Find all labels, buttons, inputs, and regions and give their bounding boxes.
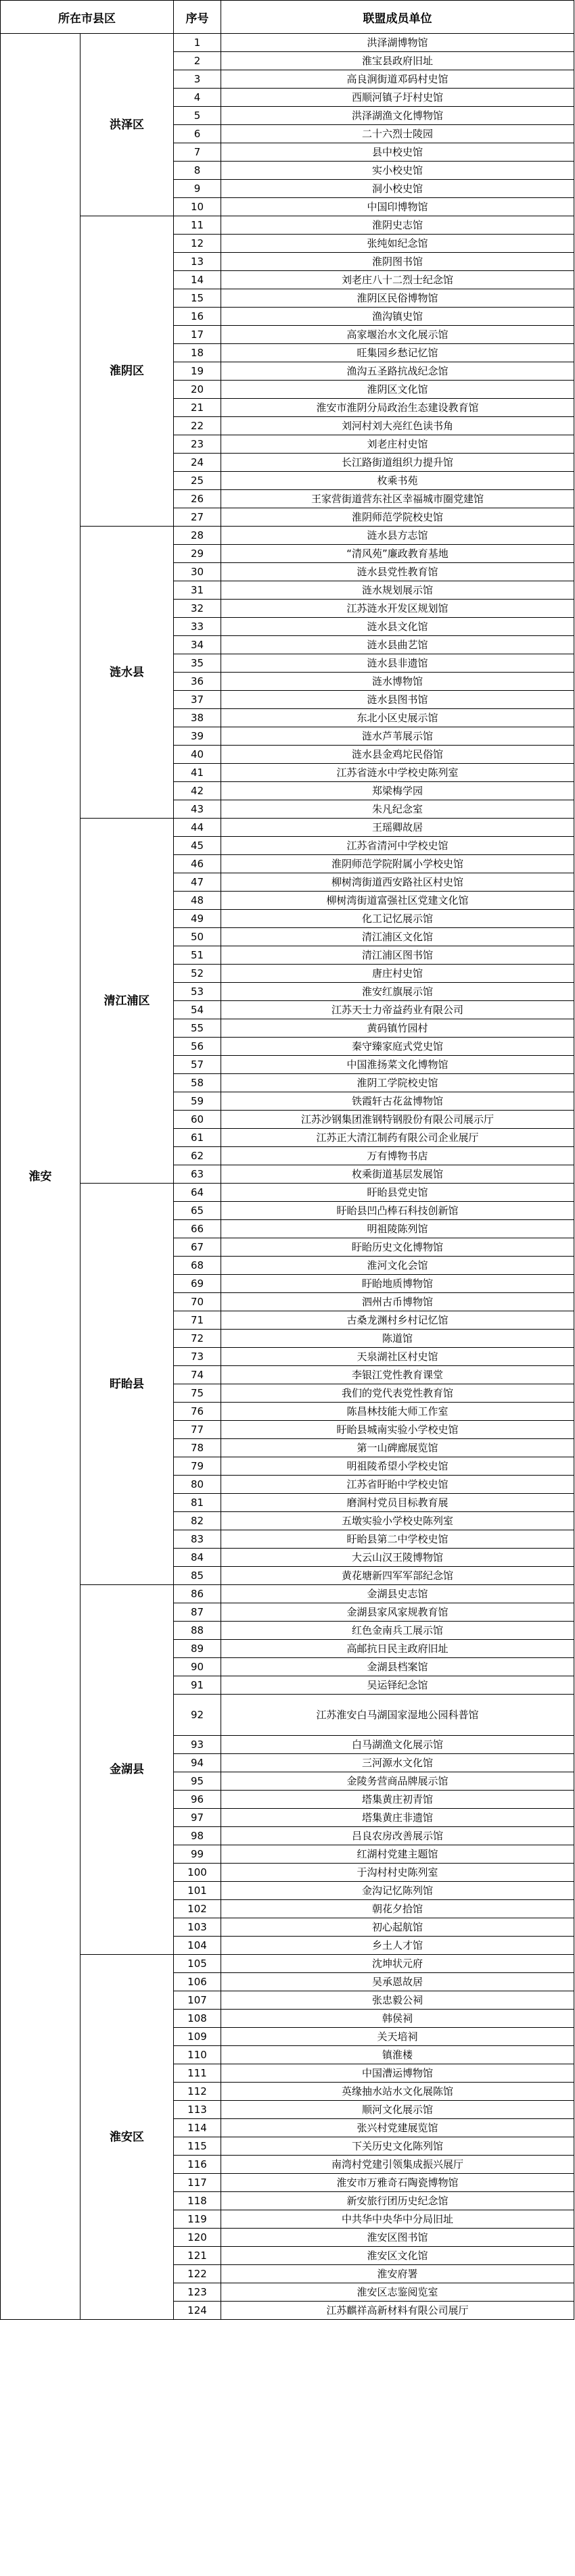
unit-cell: 盱眙县城南实验小学校史馆 [221, 1421, 574, 1439]
district-cell: 盱眙县 [80, 1184, 174, 1585]
seq-cell: 106 [174, 1973, 221, 1991]
seq-cell: 64 [174, 1184, 221, 1202]
seq-cell: 20 [174, 381, 221, 399]
seq-cell: 66 [174, 1220, 221, 1238]
seq-cell: 54 [174, 1001, 221, 1019]
unit-cell: 于沟村村史陈列室 [221, 1864, 574, 1882]
seq-cell: 27 [174, 508, 221, 527]
seq-cell: 116 [174, 2156, 221, 2174]
unit-cell: 铁霞轩古花盆博物馆 [221, 1092, 574, 1111]
seq-cell: 123 [174, 2283, 221, 2302]
seq-cell: 46 [174, 855, 221, 873]
unit-cell: 中国印博物馆 [221, 198, 574, 216]
seq-cell: 6 [174, 125, 221, 143]
table-row [1, 216, 574, 235]
seq-cell: 65 [174, 1202, 221, 1220]
unit-cell: 淮安区图书馆 [221, 2229, 574, 2247]
unit-cell: 淮阴师范学院附属小学校史馆 [221, 855, 574, 873]
unit-cell: 金湖县档案馆 [221, 1658, 574, 1676]
seq-cell: 92 [174, 1695, 221, 1736]
seq-cell: 7 [174, 143, 221, 162]
unit-cell: “清风苑”廉政教育基地 [221, 545, 574, 563]
header-city: 所在市县区 [1, 1, 174, 34]
unit-cell: 南湾村党建引领集成振兴展厅 [221, 2156, 574, 2174]
seq-cell: 14 [174, 271, 221, 289]
unit-cell: 陈昌林技能大师工作室 [221, 1403, 574, 1421]
unit-cell: 淮安区志鉴阅览室 [221, 2283, 574, 2302]
seq-cell: 40 [174, 746, 221, 764]
seq-cell: 31 [174, 581, 221, 600]
seq-cell: 63 [174, 1165, 221, 1184]
seq-cell: 47 [174, 873, 221, 892]
unit-cell: 王家营街道营东社区幸福城市圈党建馆 [221, 490, 574, 508]
seq-cell: 19 [174, 362, 221, 381]
seq-cell: 45 [174, 837, 221, 855]
unit-cell: 初心起航馆 [221, 1918, 574, 1937]
unit-cell: 柳树湾街道富强社区党建文化馆 [221, 892, 574, 910]
seq-cell: 96 [174, 1791, 221, 1809]
seq-cell: 87 [174, 1603, 221, 1622]
unit-cell: 金沟记忆陈列馆 [221, 1882, 574, 1900]
unit-cell: 东北小区史展示馆 [221, 709, 574, 727]
unit-cell: 塔集黄庄非遗馆 [221, 1809, 574, 1827]
district-cell: 洪泽区 [80, 34, 174, 216]
seq-cell: 24 [174, 454, 221, 472]
seq-cell: 77 [174, 1421, 221, 1439]
seq-cell: 84 [174, 1549, 221, 1567]
table-row [1, 527, 574, 545]
unit-cell: 盱眙县凹凸棒石科技创新馆 [221, 1202, 574, 1220]
unit-cell: 王瑶卿故居 [221, 819, 574, 837]
seq-cell: 93 [174, 1736, 221, 1754]
seq-cell: 43 [174, 800, 221, 819]
seq-cell: 60 [174, 1111, 221, 1129]
unit-cell: 清江浦区图书馆 [221, 946, 574, 965]
unit-cell: 淮阴师范学院校史馆 [221, 508, 574, 527]
seq-cell: 69 [174, 1275, 221, 1293]
unit-cell: 金陵务营商品牌展示馆 [221, 1772, 574, 1791]
unit-cell: 黄花塘新四军军部纪念馆 [221, 1567, 574, 1585]
seq-cell: 79 [174, 1457, 221, 1476]
seq-cell: 61 [174, 1129, 221, 1147]
unit-cell: 渔沟五圣路抗战纪念馆 [221, 362, 574, 381]
seq-cell: 103 [174, 1918, 221, 1937]
unit-cell: 张忠毅公祠 [221, 1991, 574, 2010]
district-cell: 清江浦区 [80, 819, 174, 1184]
seq-cell: 122 [174, 2265, 221, 2283]
seq-cell: 85 [174, 1567, 221, 1585]
unit-cell: 关天培祠 [221, 2028, 574, 2046]
seq-cell: 102 [174, 1900, 221, 1918]
unit-cell: 朱凡纪念室 [221, 800, 574, 819]
unit-cell: 第一山碑廊展览馆 [221, 1439, 574, 1457]
seq-cell: 100 [174, 1864, 221, 1882]
seq-cell: 2 [174, 52, 221, 70]
seq-cell: 49 [174, 910, 221, 928]
seq-cell: 97 [174, 1809, 221, 1827]
seq-cell: 88 [174, 1622, 221, 1640]
seq-cell: 74 [174, 1366, 221, 1384]
seq-cell: 110 [174, 2046, 221, 2064]
unit-cell: 涟水县方志馆 [221, 527, 574, 545]
unit-cell: 涟水博物馆 [221, 673, 574, 691]
seq-cell: 8 [174, 162, 221, 180]
seq-cell: 32 [174, 600, 221, 618]
unit-cell: 朝花夕拾馆 [221, 1900, 574, 1918]
seq-cell: 34 [174, 636, 221, 654]
unit-cell: 清江浦区文化馆 [221, 928, 574, 946]
unit-cell: 韩侯祠 [221, 2010, 574, 2028]
unit-cell: 盱眙县党史馆 [221, 1184, 574, 1202]
unit-cell: 淮安府署 [221, 2265, 574, 2283]
seq-cell: 17 [174, 326, 221, 344]
unit-cell: 高邮抗日民主政府旧址 [221, 1640, 574, 1658]
unit-cell: 二十六烈士陵园 [221, 125, 574, 143]
unit-cell: 江苏淮安白马湖国家湿地公园科普馆 [221, 1695, 574, 1736]
unit-cell: 淮阴图书馆 [221, 253, 574, 271]
unit-cell: 涟水芦苇展示馆 [221, 727, 574, 746]
seq-cell: 70 [174, 1293, 221, 1311]
seq-cell: 75 [174, 1384, 221, 1403]
header-row [1, 1, 574, 34]
seq-cell: 82 [174, 1512, 221, 1530]
seq-cell: 38 [174, 709, 221, 727]
unit-cell: 江苏天士力帝益药业有限公司 [221, 1001, 574, 1019]
unit-cell: 下关历史文化陈列馆 [221, 2137, 574, 2156]
seq-cell: 81 [174, 1494, 221, 1512]
seq-cell: 119 [174, 2210, 221, 2229]
seq-cell: 62 [174, 1147, 221, 1165]
seq-cell: 107 [174, 1991, 221, 2010]
seq-cell: 80 [174, 1476, 221, 1494]
unit-cell: 万有博物书店 [221, 1147, 574, 1165]
unit-cell: 涟水县图书馆 [221, 691, 574, 709]
seq-cell: 25 [174, 472, 221, 490]
unit-cell: 洞小校史馆 [221, 180, 574, 198]
city-cell: 淮安 [1, 34, 80, 2320]
seq-cell: 5 [174, 107, 221, 125]
unit-cell: 红湖村党建主题馆 [221, 1845, 574, 1864]
seq-cell: 113 [174, 2101, 221, 2119]
unit-cell: 江苏省清河中学校史馆 [221, 837, 574, 855]
unit-cell: 磨涧村党员目标教育展 [221, 1494, 574, 1512]
unit-cell: 郑梁梅学园 [221, 782, 574, 800]
unit-cell: 洪泽湖博物馆 [221, 34, 574, 52]
table-row [1, 819, 574, 837]
unit-cell: 刘老庄村史馆 [221, 435, 574, 454]
unit-cell: 吴运铎纪念馆 [221, 1676, 574, 1695]
unit-cell: 我们的党代表党性教育馆 [221, 1384, 574, 1403]
unit-cell: 西顺河镇子圩村史馆 [221, 89, 574, 107]
seq-cell: 50 [174, 928, 221, 946]
unit-cell: 白马湖渔文化展示馆 [221, 1736, 574, 1754]
seq-cell: 59 [174, 1092, 221, 1111]
unit-cell: 涟水县曲艺馆 [221, 636, 574, 654]
seq-cell: 83 [174, 1530, 221, 1549]
unit-cell: 江苏省涟水中学校史陈列室 [221, 764, 574, 782]
seq-cell: 104 [174, 1937, 221, 1955]
unit-cell: 渔沟镇史馆 [221, 308, 574, 326]
seq-cell: 108 [174, 2010, 221, 2028]
unit-cell: 涟水县非遗馆 [221, 654, 574, 673]
unit-cell: 塔集黄庄初青馆 [221, 1791, 574, 1809]
unit-cell: 江苏麒祥高新材料有限公司展厅 [221, 2302, 574, 2320]
unit-cell: 淮安市淮阴分局政治生态建设教育馆 [221, 399, 574, 417]
unit-cell: 江苏正大清江制药有限公司企业展厅 [221, 1129, 574, 1147]
unit-cell: 柳树湾街道西安路社区村史馆 [221, 873, 574, 892]
unit-cell: 洪泽湖渔文化博物馆 [221, 107, 574, 125]
seq-cell: 115 [174, 2137, 221, 2156]
seq-cell: 109 [174, 2028, 221, 2046]
unit-cell: 明祖陵陈列馆 [221, 1220, 574, 1238]
seq-cell: 30 [174, 563, 221, 581]
seq-cell: 124 [174, 2302, 221, 2320]
unit-cell: 黄码镇竹园村 [221, 1019, 574, 1038]
seq-cell: 91 [174, 1676, 221, 1695]
unit-cell: 三河源水文化馆 [221, 1754, 574, 1772]
unit-cell: 江苏涟水开发区规划馆 [221, 600, 574, 618]
header-unit: 联盟成员单位 [221, 1, 574, 34]
unit-cell: 淮阴史志馆 [221, 216, 574, 235]
unit-cell: 张兴村党建展览馆 [221, 2119, 574, 2137]
seq-cell: 56 [174, 1038, 221, 1056]
unit-cell: 陈道馆 [221, 1330, 574, 1348]
unit-cell: 江苏省盱眙中学校史馆 [221, 1476, 574, 1494]
unit-cell: 化工记忆展示馆 [221, 910, 574, 928]
unit-cell: 中国淮扬菜文化博物馆 [221, 1056, 574, 1074]
seq-cell: 55 [174, 1019, 221, 1038]
unit-cell: 盱眙县第二中学校史馆 [221, 1530, 574, 1549]
table-row [1, 1184, 574, 1202]
seq-cell: 117 [174, 2174, 221, 2192]
unit-cell: 金湖县家风家规教育馆 [221, 1603, 574, 1622]
unit-cell: 天泉湖社区村史馆 [221, 1348, 574, 1366]
seq-cell: 18 [174, 344, 221, 362]
seq-cell: 68 [174, 1257, 221, 1275]
seq-cell: 53 [174, 983, 221, 1001]
unit-cell: 古桑龙渊村乡村记忆馆 [221, 1311, 574, 1330]
unit-cell: 实小校史馆 [221, 162, 574, 180]
header-seq: 序号 [174, 1, 221, 34]
seq-cell: 51 [174, 946, 221, 965]
seq-cell: 57 [174, 1056, 221, 1074]
unit-cell: 大云山汉王陵博物馆 [221, 1549, 574, 1567]
unit-cell: 淮宝县政府旧址 [221, 52, 574, 70]
unit-cell: 五墩实验小学校史陈列室 [221, 1512, 574, 1530]
seq-cell: 72 [174, 1330, 221, 1348]
unit-cell: 新安旅行团历史纪念馆 [221, 2192, 574, 2210]
district-cell: 淮安区 [80, 1955, 174, 2320]
seq-cell: 29 [174, 545, 221, 563]
unit-cell: 枚乘书苑 [221, 472, 574, 490]
unit-cell: 吕良农房改善展示馆 [221, 1827, 574, 1845]
unit-cell: 淮阴区民俗博物馆 [221, 289, 574, 308]
seq-cell: 112 [174, 2083, 221, 2101]
seq-cell: 1 [174, 34, 221, 52]
unit-cell: 中国漕运博物馆 [221, 2064, 574, 2083]
unit-cell: 明祖陵希望小学校史馆 [221, 1457, 574, 1476]
unit-cell: 涟水县金鸡坨民俗馆 [221, 746, 574, 764]
unit-cell: 涟水县文化馆 [221, 618, 574, 636]
unit-cell: 枚乘街道基层发展馆 [221, 1165, 574, 1184]
seq-cell: 35 [174, 654, 221, 673]
seq-cell: 99 [174, 1845, 221, 1864]
seq-cell: 11 [174, 216, 221, 235]
seq-cell: 22 [174, 417, 221, 435]
unit-cell: 李银江党性教育课堂 [221, 1366, 574, 1384]
seq-cell: 48 [174, 892, 221, 910]
seq-cell: 98 [174, 1827, 221, 1845]
unit-cell: 淮安区文化馆 [221, 2247, 574, 2265]
seq-cell: 23 [174, 435, 221, 454]
unit-cell: 淮安红旗展示馆 [221, 983, 574, 1001]
seq-cell: 94 [174, 1754, 221, 1772]
unit-cell: 张纯如纪念馆 [221, 235, 574, 253]
seq-cell: 71 [174, 1311, 221, 1330]
unit-cell: 吴承恩故居 [221, 1973, 574, 1991]
seq-cell: 67 [174, 1238, 221, 1257]
district-cell: 金湖县 [80, 1585, 174, 1955]
seq-cell: 15 [174, 289, 221, 308]
unit-cell: 英缘抽水站水文化展陈馆 [221, 2083, 574, 2101]
unit-cell: 涟水县党性教育馆 [221, 563, 574, 581]
seq-cell: 9 [174, 180, 221, 198]
unit-cell: 中共华中央华中分局旧址 [221, 2210, 574, 2229]
seq-cell: 12 [174, 235, 221, 253]
unit-cell: 盱眙历史文化博物馆 [221, 1238, 574, 1257]
seq-cell: 73 [174, 1348, 221, 1366]
unit-cell: 沈坤状元府 [221, 1955, 574, 1973]
seq-cell: 90 [174, 1658, 221, 1676]
unit-cell: 高家堰治水文化展示馆 [221, 326, 574, 344]
seq-cell: 76 [174, 1403, 221, 1421]
unit-cell: 顺河文化展示馆 [221, 2101, 574, 2119]
seq-cell: 44 [174, 819, 221, 837]
seq-cell: 41 [174, 764, 221, 782]
seq-cell: 26 [174, 490, 221, 508]
unit-cell: 泗州古币博物馆 [221, 1293, 574, 1311]
seq-cell: 16 [174, 308, 221, 326]
table-row [1, 34, 574, 52]
unit-cell: 镇淮楼 [221, 2046, 574, 2064]
seq-cell: 4 [174, 89, 221, 107]
seq-cell: 120 [174, 2229, 221, 2247]
unit-cell: 江苏沙钢集团淮钢特钢股份有限公司展示厅 [221, 1111, 574, 1129]
seq-cell: 111 [174, 2064, 221, 2083]
seq-cell: 42 [174, 782, 221, 800]
unit-cell: 乡土人才馆 [221, 1937, 574, 1955]
unit-cell: 旺集园乡愁记忆馆 [221, 344, 574, 362]
seq-cell: 13 [174, 253, 221, 271]
unit-cell: 县中校史馆 [221, 143, 574, 162]
seq-cell: 118 [174, 2192, 221, 2210]
seq-cell: 114 [174, 2119, 221, 2137]
seq-cell: 52 [174, 965, 221, 983]
seq-cell: 37 [174, 691, 221, 709]
seq-cell: 101 [174, 1882, 221, 1900]
seq-cell: 21 [174, 399, 221, 417]
unit-cell: 淮河文化会馆 [221, 1257, 574, 1275]
unit-cell: 高良涧街道邓码村史馆 [221, 70, 574, 89]
unit-cell: 淮阴区文化馆 [221, 381, 574, 399]
table-row [1, 1955, 574, 1973]
unit-cell: 淮安市万雅奇石陶瓷博物馆 [221, 2174, 574, 2192]
table-row [1, 1585, 574, 1603]
unit-cell: 涟水规划展示馆 [221, 581, 574, 600]
unit-cell: 刘老庄八十二烈士纪念馆 [221, 271, 574, 289]
seq-cell: 78 [174, 1439, 221, 1457]
seq-cell: 3 [174, 70, 221, 89]
district-cell: 淮阴区 [80, 216, 174, 527]
seq-cell: 33 [174, 618, 221, 636]
unit-cell: 长江路街道组织力提升馆 [221, 454, 574, 472]
seq-cell: 121 [174, 2247, 221, 2265]
unit-cell: 金湖县史志馆 [221, 1585, 574, 1603]
seq-cell: 28 [174, 527, 221, 545]
unit-cell: 唐庄村史馆 [221, 965, 574, 983]
seq-cell: 89 [174, 1640, 221, 1658]
seq-cell: 105 [174, 1955, 221, 1973]
unit-cell: 淮阴工学院校史馆 [221, 1074, 574, 1092]
seq-cell: 36 [174, 673, 221, 691]
district-cell: 涟水县 [80, 527, 174, 819]
unit-cell: 刘河村刘大亮红色读书角 [221, 417, 574, 435]
seq-cell: 39 [174, 727, 221, 746]
seq-cell: 10 [174, 198, 221, 216]
unit-cell: 红色金南兵工展示馆 [221, 1622, 574, 1640]
unit-cell: 秦守臻家庭式党史馆 [221, 1038, 574, 1056]
seq-cell: 95 [174, 1772, 221, 1791]
seq-cell: 58 [174, 1074, 221, 1092]
unit-cell: 盱眙地质博物馆 [221, 1275, 574, 1293]
seq-cell: 86 [174, 1585, 221, 1603]
